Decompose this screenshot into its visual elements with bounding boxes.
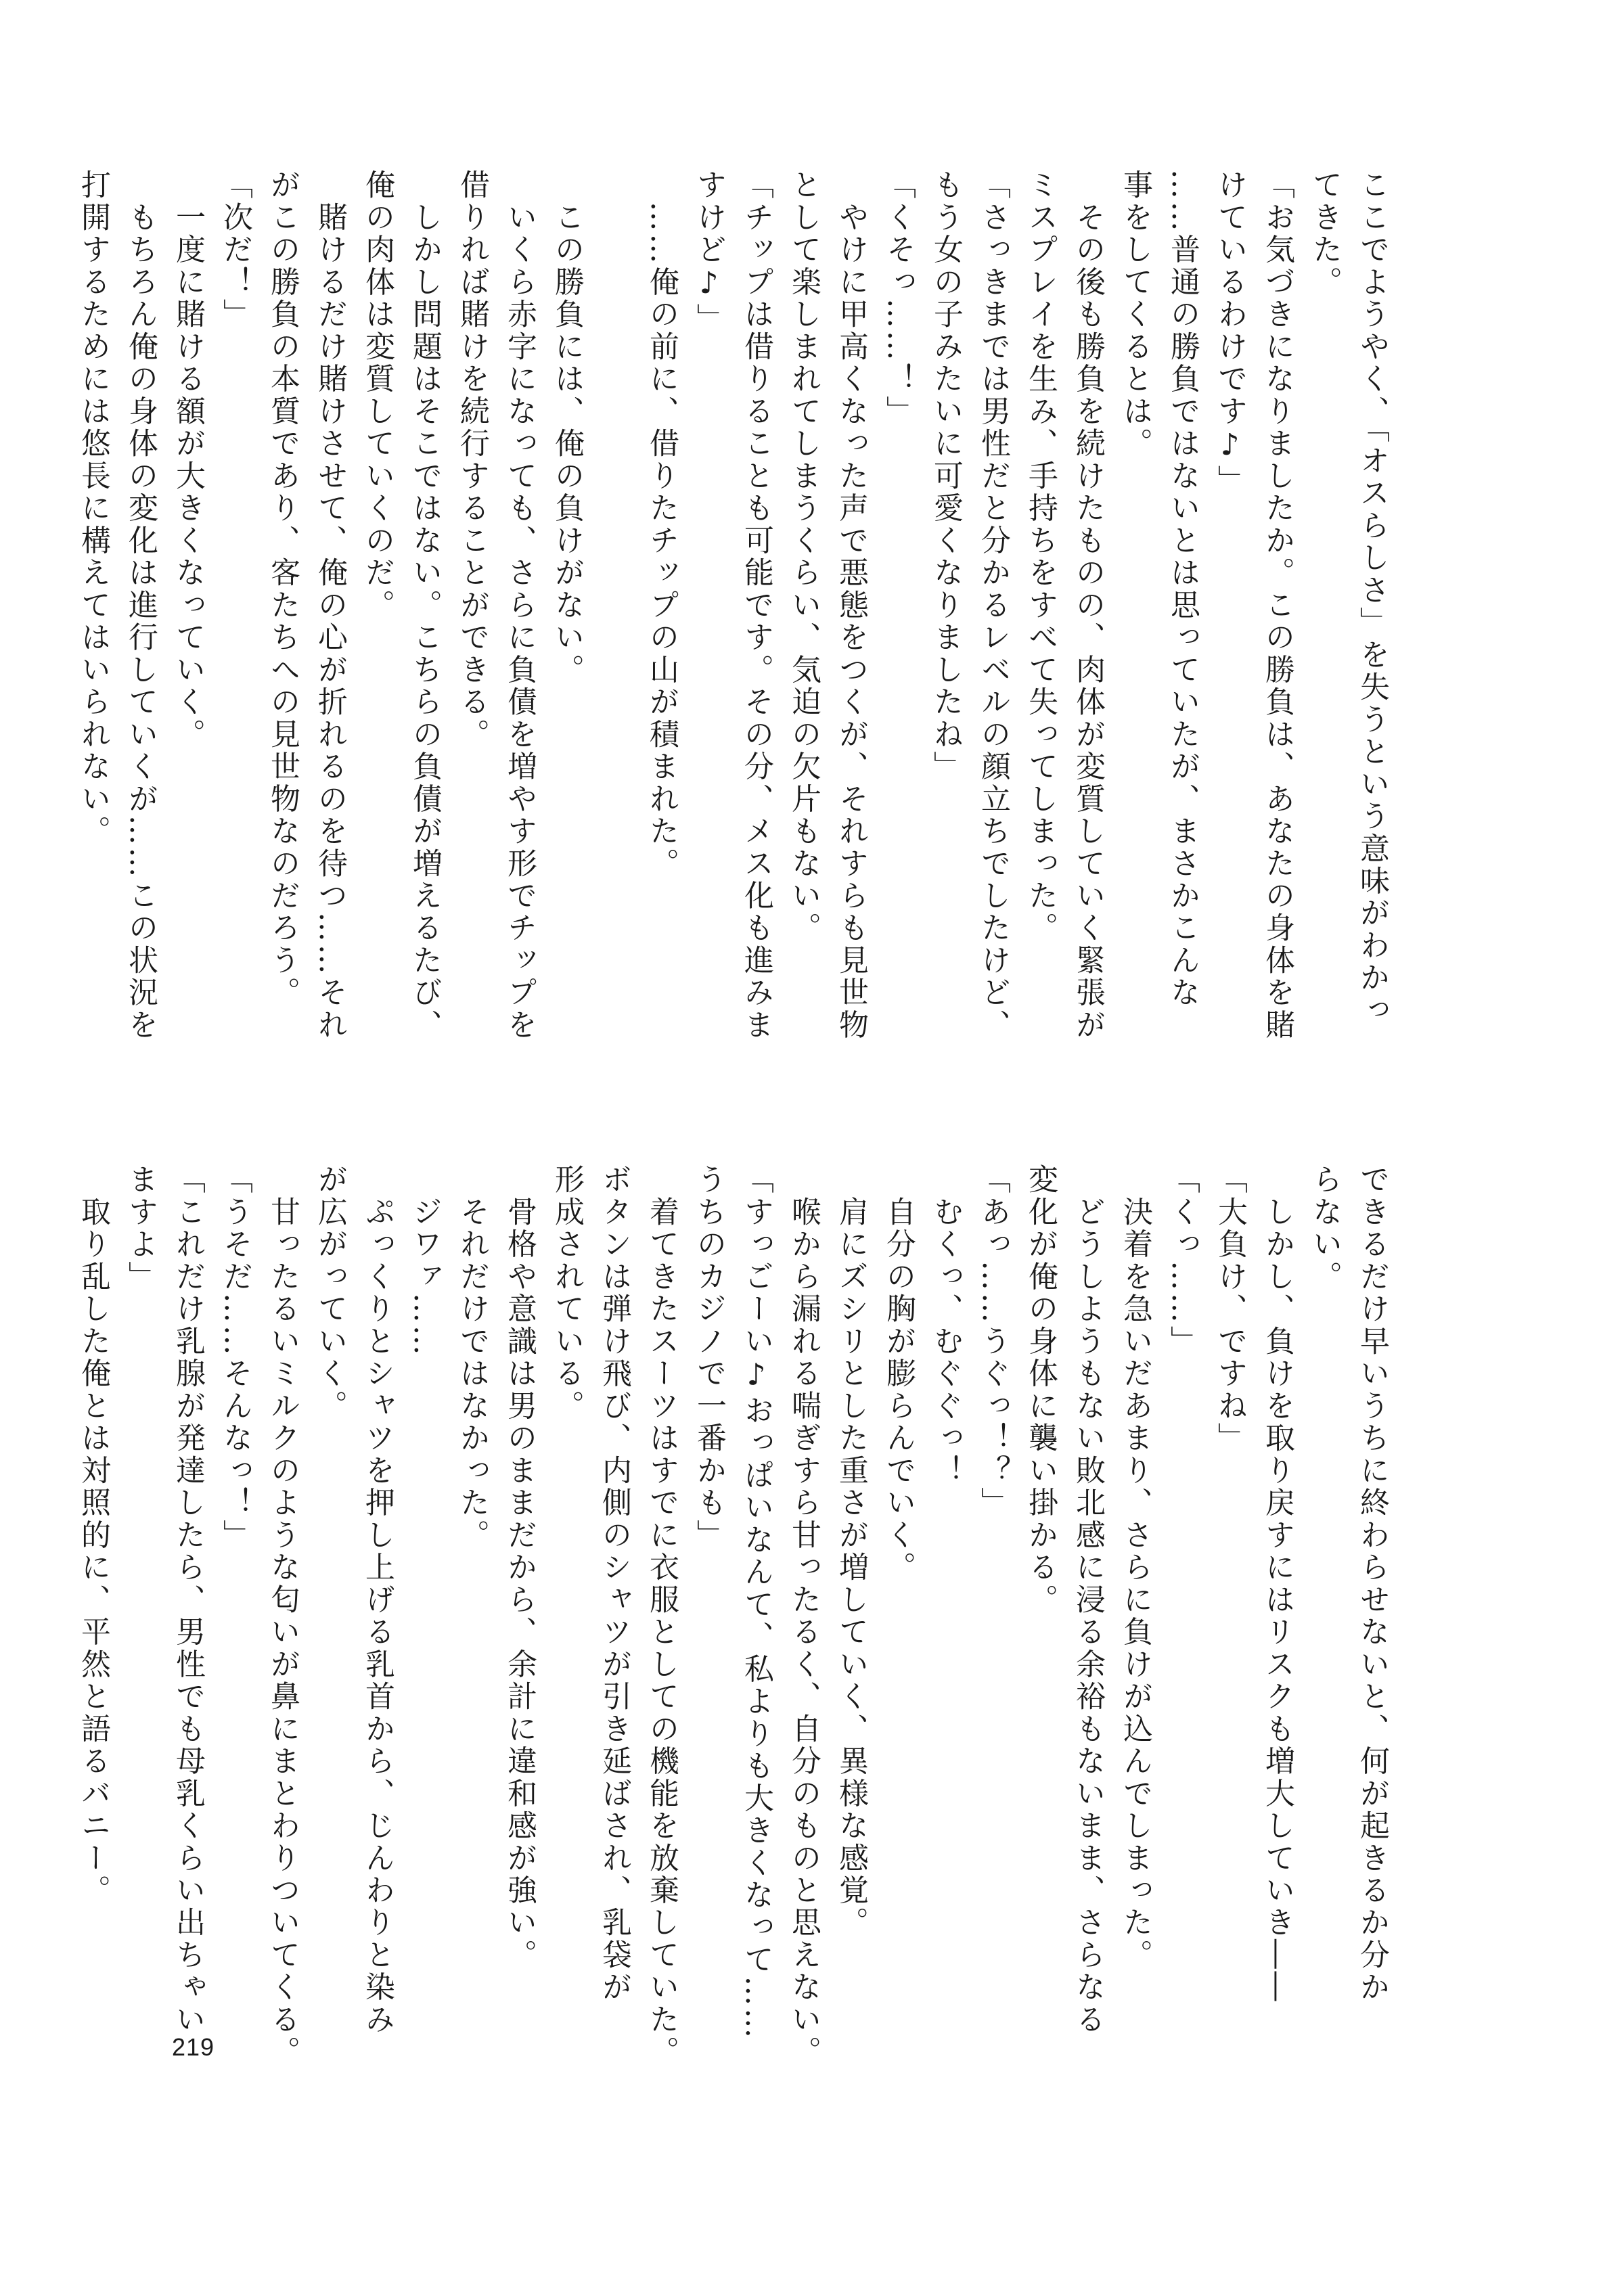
- text-line: どうしようもない敗北感に浸る余裕もないまま、さらなる: [1070, 1164, 1105, 2036]
- text-line: 甘ったるいミルクのような匂いが鼻にまとわりついてくる。: [265, 1164, 300, 2068]
- text-line: 「次だ！」: [218, 169, 252, 331]
- text-line: らない。: [1307, 1164, 1342, 1293]
- text-line: しかし、負けを取り戻すにはリスクも増大していき――: [1260, 1164, 1294, 2004]
- text-line: 着てきたスーツはすでに衣服としての機能を放棄していた。: [644, 1164, 679, 2068]
- text-line: が広がっていく。: [313, 1164, 347, 1422]
- text-line: この勝負には、俺の負けがない。: [549, 169, 584, 686]
- text-line: ……普通の勝負ではないとは思っていたが、まさかこんな: [1165, 169, 1200, 1009]
- text-line: もう女の子みたいに可愛くなりましたね」: [928, 169, 963, 783]
- text-line: できるだけ早いうちに終わらせないと、何が起きるか分か: [1355, 1164, 1389, 2004]
- text-line: やけに甲高くなった声で悪態をつくが、それすらも見世物: [834, 169, 868, 1041]
- text-line: 取り乱した俺とは対照的に、平然と語るバニー。: [76, 1164, 110, 1907]
- text-line: 俺の肉体は変質していくのだ。: [360, 169, 394, 622]
- text-line: てきた。: [1307, 169, 1342, 298]
- text-line: ……俺の前に、借りたチップの山が積まれた。: [644, 169, 679, 880]
- text-line: すけど♪」: [692, 169, 726, 336]
- text-line: 打開するためには悠長に構えてはいられない。: [76, 169, 110, 848]
- text-line: 変化が俺の身体に襲い掛かる。: [1023, 1164, 1058, 1616]
- text-line: けているわけです♪」: [1213, 169, 1247, 497]
- text-line: 「くそっ……！」: [881, 169, 916, 428]
- text-line: ますよ」: [123, 1164, 158, 1293]
- text-line: 骨格や意識は男のままだから、余計に違和感が強い。: [502, 1164, 537, 1972]
- text-line: [590, 169, 637, 1083]
- text-line: 自分の胸が膨らんでいく。: [881, 1164, 916, 1584]
- text-line: 「さっきまでは男性だと分かるレベルの顔立ちでしたけど、: [976, 169, 1010, 1041]
- text-line: しかし問題はそこではない。こちらの負債が増えるたび、: [407, 169, 442, 1041]
- text-line: 「お気づきになりましたか。この勝負は、あなたの身体を賭: [1260, 169, 1294, 1041]
- text-line: もちろん俺の身体の変化は進行していくが……この状況を: [123, 169, 158, 1041]
- text-line: それだけではなかった。: [455, 1164, 489, 1551]
- text-line: 「あっ……うぐっ！？」: [976, 1164, 1010, 1520]
- text-line: 喉から漏れる喘ぎすら甘ったるく、自分のものと思えない。: [786, 1164, 821, 2068]
- text-line: 決着を急いだあまり、さらに負けが込んでしまった。: [1118, 1164, 1152, 1972]
- text-line: として楽しまれてしまうくらい、気迫の欠片もない。: [786, 169, 821, 945]
- text-line: がこの勝負の本質であり、客たちへの見世物なのだろう。: [265, 169, 300, 1009]
- text-line: むくっ、むぐぐっ！: [928, 1164, 963, 1487]
- text-line: うちのカジノで一番かも」: [692, 1164, 726, 1551]
- text-line: ジワァ……: [407, 1164, 442, 1358]
- text-line: 肩にズシリとした重さが増していく、異様な感覚。: [834, 1164, 868, 1939]
- text-line: 「チップは借りることも可能です。その分、メス化も進みま: [739, 169, 773, 1041]
- text-line: 形成されている。: [549, 1164, 584, 1422]
- upper-text-column: [76, 169, 1395, 1083]
- text-line: ミスプレイを生み、手持ちをすべて失ってしまった。: [1023, 169, 1058, 945]
- text-line: 「これだけ乳腺が発達したら、男性でも母乳くらい出ちゃい: [171, 1164, 205, 2036]
- text-line: 事をしてくるとは。: [1118, 169, 1152, 460]
- text-line: 「大負け、ですね」: [1213, 1164, 1247, 1455]
- text-line: 一度に賭ける額が大きくなっていく。: [171, 169, 205, 751]
- text-line: その後も勝負を続けたものの、肉体が変質していく緊張が: [1070, 169, 1105, 1041]
- text-line: いくら赤字になっても、さらに負債を増やす形でチップを: [502, 169, 537, 1041]
- text-line: 借りれば賭けを続行することができる。: [455, 169, 489, 751]
- text-line: ボタンは弾け飛び、内側のシャツが引き延ばされ、乳袋が: [597, 1164, 631, 2004]
- text-line: ここでようやく、「オスらしさ」を失うという意味がわかっ: [1355, 169, 1389, 1026]
- text-line: 「すっごーい♪おっぱいなんて、私よりも大きくなって……: [739, 1164, 773, 2041]
- text-line: ぷっくりとシャツを押し上げる乳首から、じんわりと染み: [360, 1164, 394, 2036]
- text-line: 賭けるだけ賭けさせて、俺の心が折れるのを待つ……それ: [313, 169, 347, 1041]
- page-number: 219: [172, 2033, 215, 2061]
- text-line: 「くっ……」: [1165, 1164, 1200, 1358]
- text-line: 「うそだ……そんなっ！」: [218, 1164, 252, 1551]
